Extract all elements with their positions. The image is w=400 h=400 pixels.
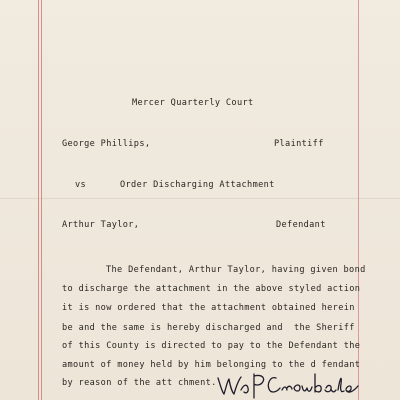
defendant-name: Arthur Taylor, — [62, 220, 140, 230]
defendant-role-label: Defendant — [276, 220, 326, 230]
versus-label: vs — [75, 180, 87, 190]
plaintiff-role-label: Plaintiff — [274, 139, 324, 149]
paper-fold — [0, 198, 400, 199]
plaintiff-name: George Phillips, — [62, 139, 151, 149]
order-body-line: it is now ordered that the attachment obtained herein — [62, 303, 355, 313]
order-body-line: be and the same is hereby discharged and the Sheriff — [62, 323, 355, 333]
order-body-line: The Defendant, Arthur Taylor, having given bond — [106, 265, 366, 275]
order-body-line: amount of money held by him belonging to the d fendant — [62, 360, 361, 370]
left-margin-rule — [38, 0, 39, 400]
court-name: Mercer Quarterly Court — [132, 98, 254, 108]
order-body-line: to discharge the attachment in the above styled action — [62, 284, 361, 294]
order-body-line: by reason of the att chment. — [62, 378, 217, 388]
right-margin-rule — [358, 0, 359, 400]
order-title: Order Discharging Attachment — [120, 180, 275, 190]
order-body-line: of this County is directed to pay to the Defendant the — [62, 341, 361, 351]
left-margin-rule-inner — [41, 0, 42, 400]
handwritten-signature — [214, 370, 364, 400]
